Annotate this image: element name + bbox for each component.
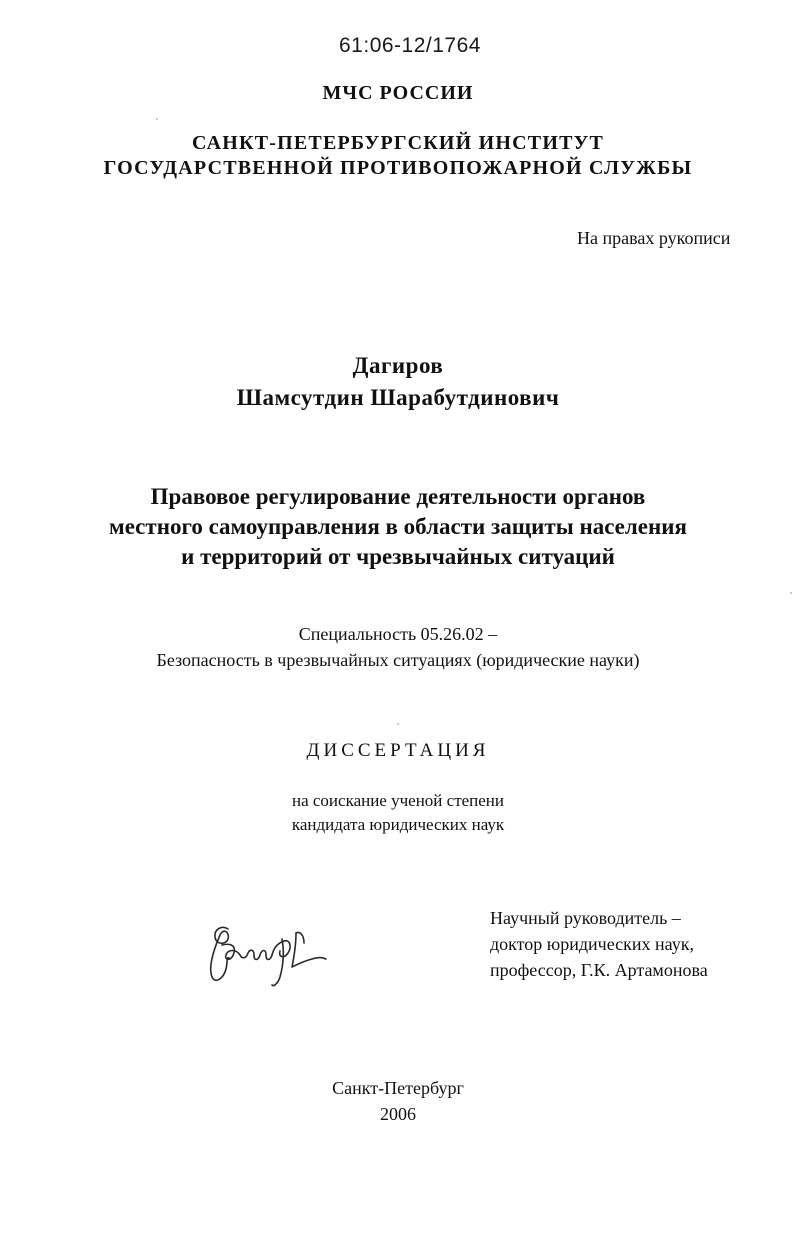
place-and-year [0,1075,796,1127]
title-line: местного самоуправления в области защиты населения [109,514,687,539]
ministry-name: МЧС РОССИИ [322,82,474,104]
degree-line: на соискание ученой степени [291,791,505,810]
author-given-names: Шамсутдин Шарабутдинович [236,385,560,410]
specialty [0,621,796,673]
institute-line: САНКТ-ПЕТЕРБУРГСКИЙ ИНСТИТУТ [191,132,605,154]
degree-line: кандидата юридических наук [291,815,505,834]
signature-icon [200,915,330,995]
supervisor-line: Научный руководитель – [490,908,681,928]
city: Санкт-Петербург [332,1078,464,1098]
specialty-name: Безопасность в чрезвычайных ситуациях (юридические науки) [156,650,640,670]
institute-name [0,131,796,181]
supervisor-line: доктор юридических наук, [490,934,694,954]
document-type: ДИССЕРТАЦИЯ [306,740,490,761]
author-name [0,350,796,414]
supervisor-line: профессор, Г.К. Артамонова [490,960,708,980]
specialty-code: Специальность 05.26.02 – [298,624,498,644]
degree-statement [0,789,796,837]
scan-speck [156,118,158,120]
scan-speck [790,592,792,594]
institute-line: ГОСУДАРСТВЕННОЙ ПРОТИВОПОЖАРНОЙ СЛУЖБЫ [103,157,693,179]
title-line: Правовое регулирование деятельности органов [150,484,646,509]
dissertation-title [0,482,796,572]
author-surname: Дагиров [352,353,444,378]
rights-note: На правах рукописи [577,228,731,248]
supervisor-info [490,905,708,983]
year: 2006 [380,1104,416,1124]
scan-speck [397,723,399,725]
catalog-number: 61:06-12/1764 [339,34,481,57]
title-line: и территорий от чрезвычайных ситуаций [181,544,615,569]
